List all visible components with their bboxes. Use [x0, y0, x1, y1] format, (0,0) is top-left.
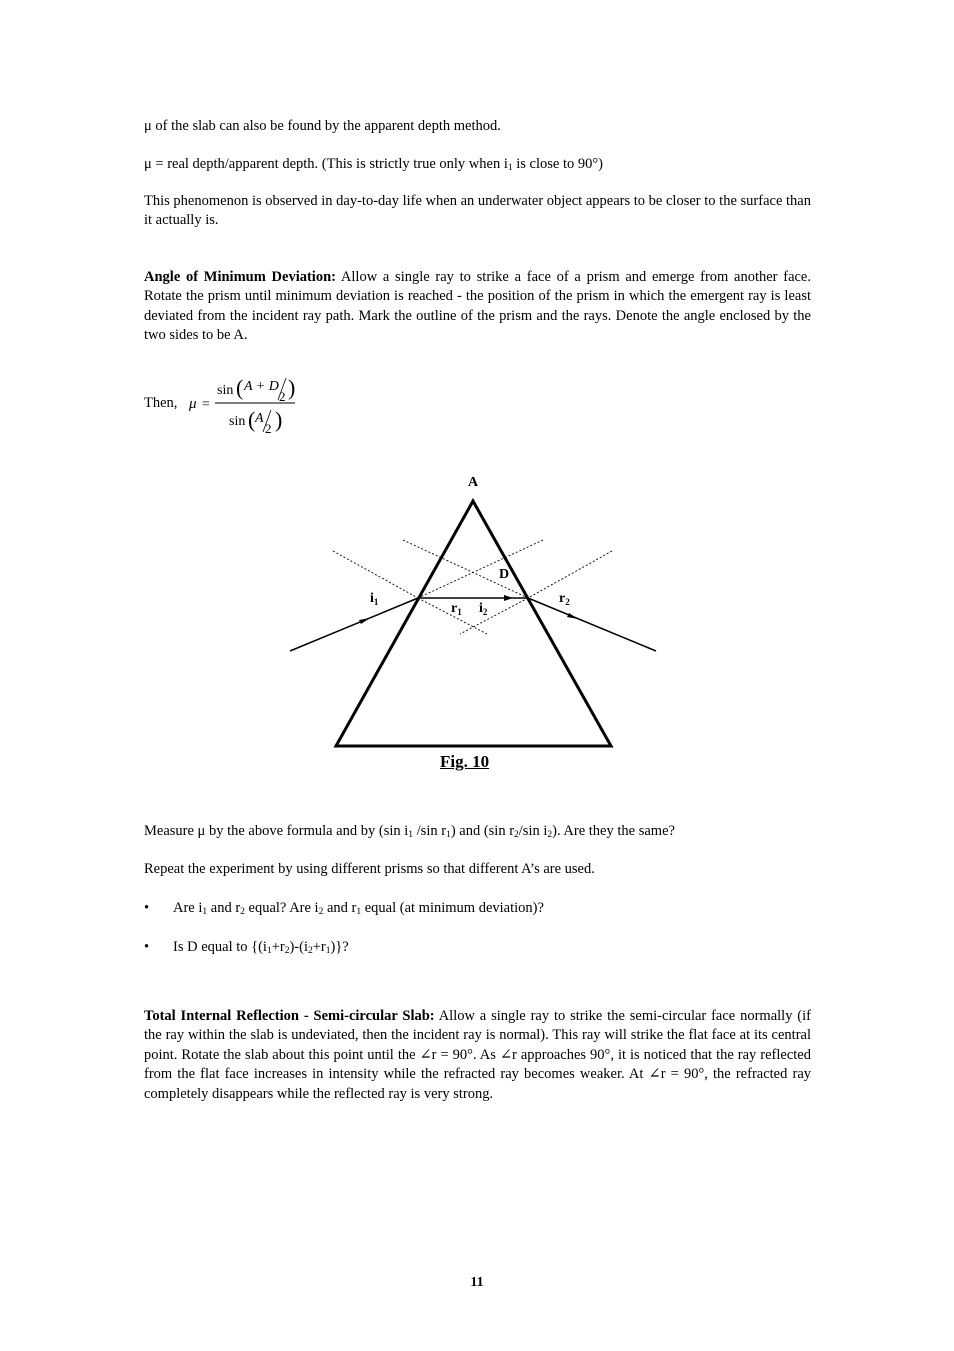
- denominator-right-paren: ): [275, 407, 283, 432]
- denominator-sin: sin: [229, 414, 246, 429]
- incident-ray-extension: [403, 540, 528, 598]
- paragraph-text: Allow a single ray to strike a face of a prism and emerge from another face. Rotate the prism until minimum deviation is reached - the position of the prism in which the emergent ray is least deviated from the incident ray path. Mark the outline of the prism and the rays. Denote the angle enclosed by the two sides to be A.: [144, 269, 811, 344]
- prism-diagram: [280, 468, 670, 758]
- numerator-two: 2: [279, 389, 286, 404]
- label-i2: $i_2$: [479, 601, 488, 617]
- numerator-right-paren: ): [288, 375, 296, 400]
- deviation-label-D: D: [499, 567, 510, 582]
- text-segment: is close to 90°): [512, 156, 603, 172]
- formula-equals: =: [202, 397, 210, 412]
- text-segment: ) and (sin r: [450, 823, 515, 839]
- paragraph-minimum-deviation: [144, 268, 811, 346]
- normal-line-right-inner: [460, 598, 528, 634]
- emergent-ray-arrow: [567, 613, 578, 619]
- text-segment: ). Are they the same?: [552, 823, 675, 839]
- paragraph-apparent-depth-intro: μ of the slab can also be found by the apparent depth method.: [144, 118, 501, 134]
- bullet-text: Is D equal to $\{(i_1+r_2)-(i_2+r_1)\}$?: [173, 939, 349, 956]
- denominator-inner: A: [255, 411, 264, 426]
- denominator-left-paren: (: [248, 407, 256, 432]
- text-segment: /sin r: [413, 823, 447, 839]
- numerator-sin: sin: [217, 383, 234, 398]
- paragraph-total-internal-reflection: [144, 1007, 811, 1104]
- refractive-index-formula: [189, 372, 309, 438]
- refracted-ray-arrow: [504, 595, 513, 601]
- prism-outline: [336, 501, 611, 746]
- subscript: 2: [547, 830, 553, 840]
- label-r2: $r_2$: [559, 591, 570, 607]
- incident-ray: [290, 598, 418, 651]
- numerator-left-paren: (: [236, 375, 244, 400]
- page-number: 11: [470, 1275, 484, 1290]
- paragraph-real-apparent-depth: [144, 155, 811, 174]
- subscript: 1: [507, 163, 513, 173]
- emergent-ray: [528, 598, 656, 651]
- normal-line-left-outer: [333, 551, 418, 598]
- formula-then-label: Then,: [144, 395, 178, 411]
- text-segment: μ = real depth/apparent depth. (This is strictly true only when i: [144, 156, 508, 172]
- section-heading-minimum-deviation: Angle of Minimum Deviation:: [144, 269, 336, 285]
- text-segment: Measure μ by the above formula and by (sin i: [144, 823, 409, 839]
- subscript: 1: [446, 830, 451, 840]
- subscript: 2: [514, 830, 519, 840]
- label-i1: $i_1$: [370, 591, 379, 607]
- normal-line-right-outer: [528, 551, 612, 598]
- bullet-dot: •: [144, 900, 150, 916]
- incident-ray-arrow: [359, 618, 370, 624]
- bullet-dot: •: [144, 939, 150, 955]
- figure-caption: Fig. 10: [440, 752, 490, 771]
- subscript: 1: [408, 830, 414, 840]
- text-segment: /sin i: [518, 823, 548, 839]
- section-heading-total-internal-reflection: Total Internal Reflection - Semi-circular Slab:: [144, 1008, 435, 1024]
- paragraph-text: Allow a single ray to strike the semi-circular face normally (if the ray within the slab is undeviated, then the incident ray is normal). This ray will strike the flat face at its central point. Rotate the slab about this point until the ∠r = 90°. As ∠r approaches 90°, it is noticed that the ray reflected from the flat face increases in intensity while the refracted ray becomes weaker. At ∠r = 90°, the refracted ray completely disappears while the reflected ray is very strong.: [144, 1008, 811, 1102]
- denominator-two: 2: [265, 421, 272, 436]
- paragraph-repeat-experiment: Repeat the experiment by using different prisms so that different A’s are used.: [144, 861, 595, 877]
- numerator-inner: A + D: [244, 379, 279, 394]
- apex-label-A: A: [468, 475, 479, 490]
- bullet-text: Are $i_1$ and $r_2$ equal? Are $i_2$ and $r_1$ equal (at minimum deviation)?: [173, 900, 544, 917]
- formula-mu: μ: [189, 396, 197, 412]
- paragraph-measure-mu: [144, 822, 811, 841]
- label-r1: $r_1$: [451, 601, 462, 617]
- paragraph-underwater-object: This phenomenon is observed in day-to-day life when an underwater object appears to be closer to the surface than it actually is.: [144, 193, 811, 229]
